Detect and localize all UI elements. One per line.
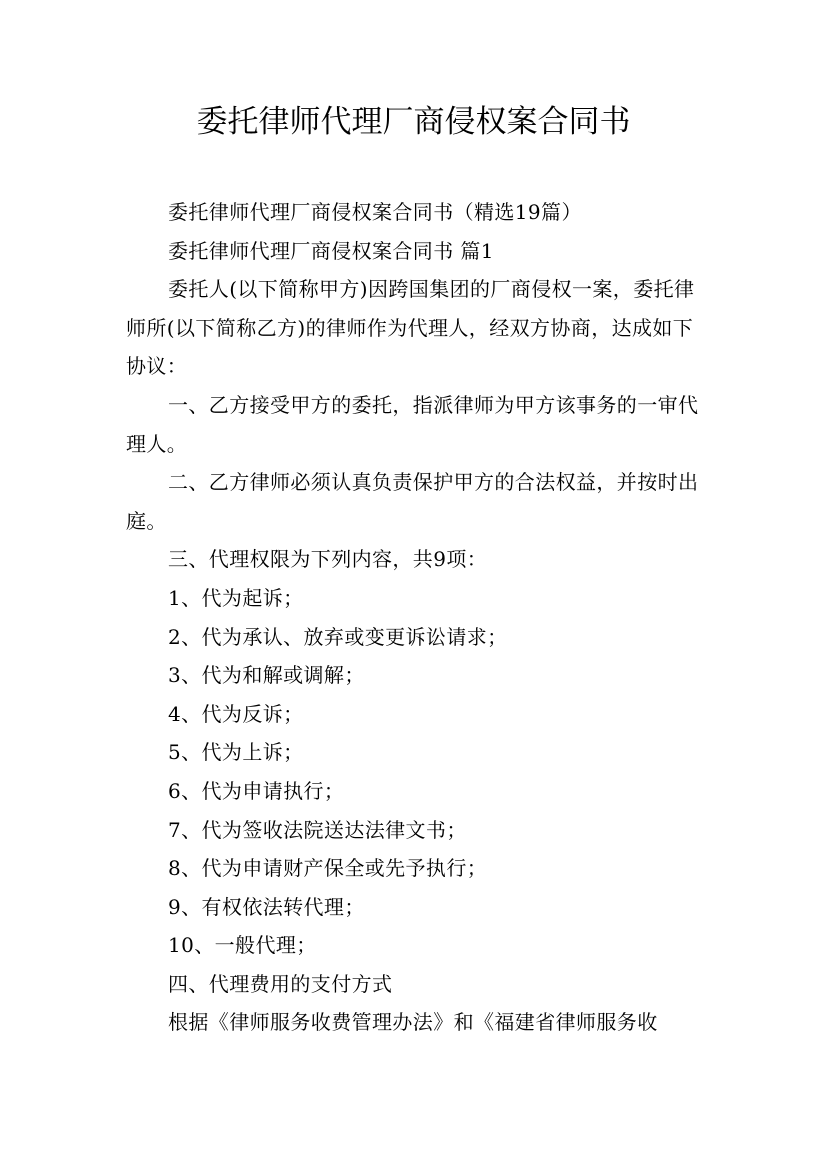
list-item: 8、代为申请财产保全或先予执行；	[168, 856, 488, 881]
document-title: 委托律师代理厂商侵权案合同书	[196, 104, 631, 140]
paragraph-intro: 委托人(以下简称甲方)因跨国集团的厂商侵权一案，委托律师所(以下简称乙方)的律师作为代理人，经双方协商，达成如下协议：	[126, 277, 695, 379]
list-item: 7、代为签收法院送达法律文书；	[168, 817, 467, 842]
list-item: 1、代为起诉；	[168, 585, 304, 610]
list-item: 9、有权依法转代理；	[168, 894, 365, 919]
paragraph-subtitle: 委托律师代理厂商侵权案合同书（精选19篇）	[168, 200, 582, 224]
list-item: 5、代为上诉；	[168, 740, 304, 765]
paragraph-clause-2: 二、乙方律师必须认真负责保护甲方的合法权益，并按时出庭。	[126, 470, 699, 533]
list-item: 6、代为申请执行；	[168, 778, 345, 803]
paragraph-clause-4: 四、代理费用的支付方式	[168, 971, 393, 996]
paragraph-clause-1: 一、乙方接受甲方的委托，指派律师为甲方该事务的一审代理人。	[126, 392, 699, 456]
list-item: 3、代为和解或调解；	[168, 663, 365, 688]
paragraph-section-heading: 委托律师代理厂商侵权案合同书 篇1	[168, 238, 494, 263]
list-item: 10、一般代理；	[168, 933, 317, 958]
list-item: 4、代为反诉；	[168, 701, 304, 726]
paragraph-fee-basis: 根据《律师服务收费管理办法》和《福建省律师服务收	[168, 1010, 658, 1035]
paragraph-clause-3: 三、代理权限为下列内容，共9项：	[168, 547, 488, 572]
list-item: 2、代为承认、放弃或变更诉讼请求；	[168, 624, 508, 649]
document-body	[126, 193, 706, 1042]
